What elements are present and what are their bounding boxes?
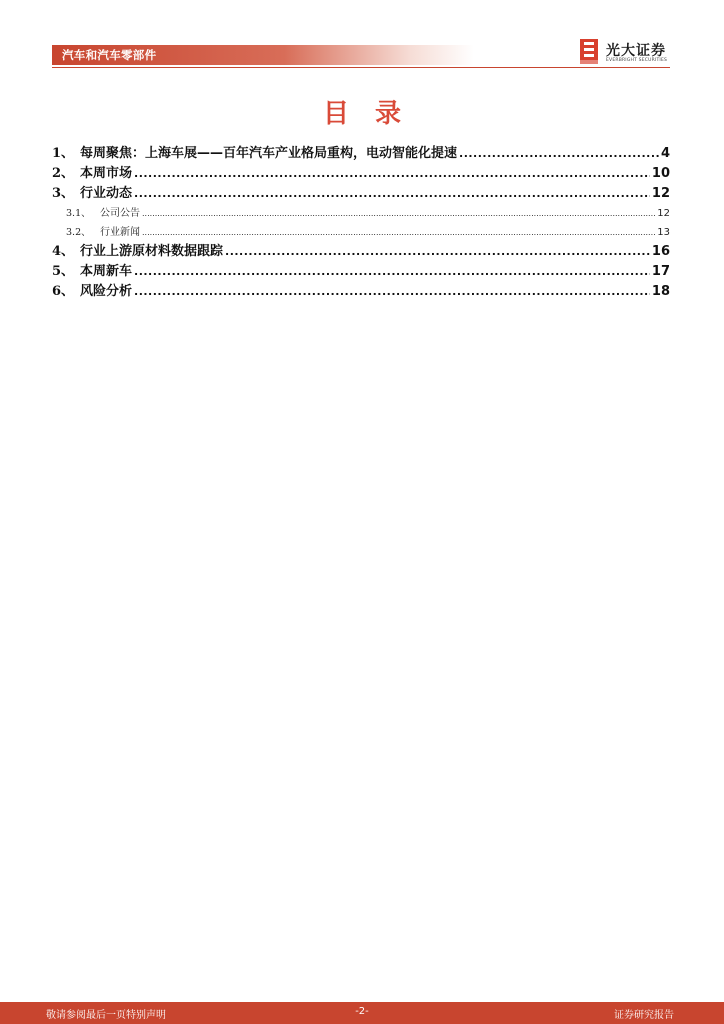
toc-entry-page: 12: [651, 186, 670, 201]
toc-entry-title: 风险分析: [80, 284, 133, 299]
toc-entry-page: 13: [657, 227, 670, 238]
dot-leader: [142, 223, 655, 242]
page-number: -2-: [355, 1006, 369, 1017]
toc-entry-title: 本周新车: [80, 264, 133, 279]
toc-entry-number: 6、: [52, 284, 75, 299]
toc-entry-title: 行业动态: [80, 186, 133, 201]
page-footer: [0, 1002, 724, 1024]
logo-name-cn: 光大证券: [606, 43, 666, 59]
toc-entry-page: 17: [651, 264, 670, 279]
toc-entry-title: 本周市场: [80, 166, 133, 181]
toc-entry-number: 2、: [52, 166, 75, 181]
dot-leader: [459, 144, 659, 164]
toc-entry-title: 公司公告: [100, 208, 140, 219]
toc-entry-3-1[interactable]: [52, 204, 670, 223]
table-of-contents: [52, 144, 670, 302]
dot-leader: [225, 242, 650, 262]
toc-entry-page: 16: [651, 244, 670, 259]
company-logo: [580, 39, 672, 67]
toc-entry-title: 每周聚焦：上海车展——百年汽车产业格局重构，电动智能化提速: [80, 146, 458, 161]
dot-leader: [134, 282, 650, 302]
toc-entry-page: 12: [657, 208, 670, 219]
toc-entry-number: 3、: [52, 186, 75, 201]
logo-mark-icon: [580, 39, 598, 64]
toc-entry-page: 18: [651, 284, 670, 299]
toc-title: 目录: [322, 99, 427, 129]
toc-entry-4[interactable]: [52, 242, 670, 262]
toc-entry-page: 10: [651, 166, 670, 181]
toc-entry-number: 3.1、: [66, 208, 91, 219]
toc-entry-number: 3.2、: [66, 227, 91, 238]
section-label: 汽车和汽车零部件: [62, 48, 157, 62]
footer-disclaimer: 敬请参阅最后一页特别声明: [46, 1010, 166, 1021]
dot-leader: [134, 184, 650, 204]
footer-report-type: 证券研究报告: [614, 1010, 674, 1021]
toc-entry-5[interactable]: [52, 262, 670, 282]
toc-entry-number: 1、: [52, 146, 75, 161]
toc-entry-2[interactable]: [52, 164, 670, 184]
toc-entry-number: 5、: [52, 264, 75, 279]
dot-leader: [134, 164, 650, 184]
dot-leader: [134, 262, 650, 282]
toc-entry-number: 4、: [52, 244, 75, 259]
toc-entry-title: 行业新闻: [100, 227, 140, 238]
toc-entry-6[interactable]: [52, 282, 670, 302]
toc-entry-title: 行业上游原材料数据跟踪: [80, 244, 224, 259]
toc-entry-1[interactable]: [52, 144, 670, 164]
toc-entry-3-2[interactable]: [52, 223, 670, 242]
toc-entry-page: 4: [660, 146, 670, 161]
toc-entry-3[interactable]: [52, 184, 670, 204]
dot-leader: [142, 204, 655, 223]
header-divider: [52, 67, 670, 68]
logo-name-en: EVERBRIGHT SECURITIES: [606, 58, 668, 63]
